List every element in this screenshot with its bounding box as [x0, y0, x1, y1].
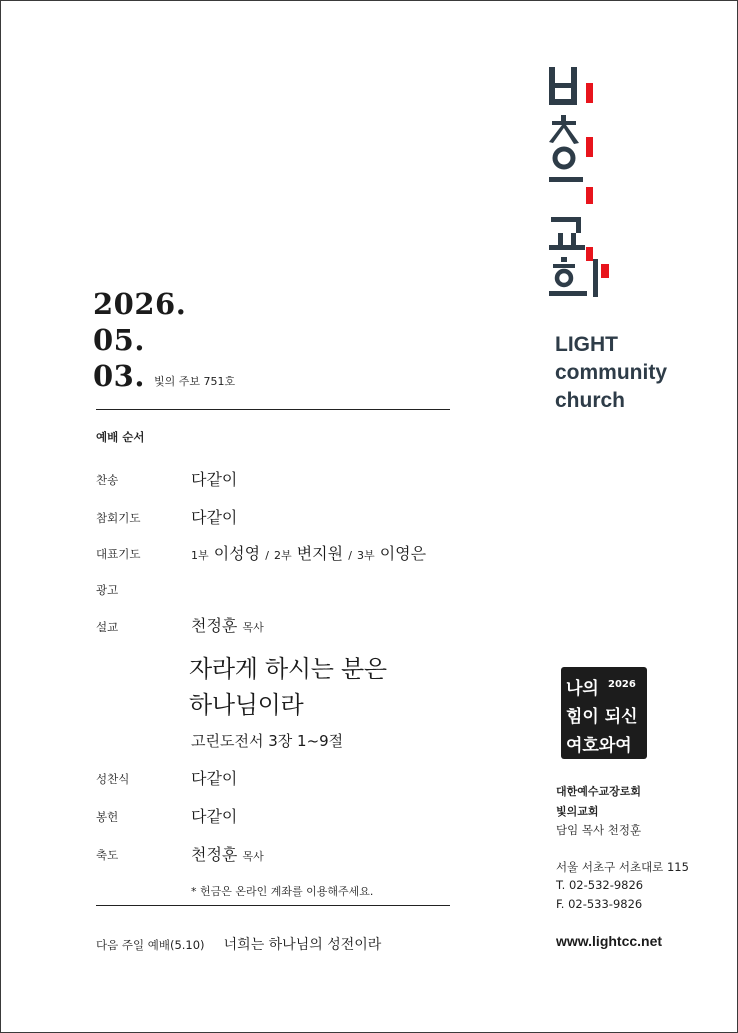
- badge-year: 2026: [608, 679, 636, 690]
- benediction-name: 천정훈: [191, 845, 238, 864]
- service-2-label: 2부: [274, 549, 292, 562]
- benediction-label: 축도: [96, 848, 119, 862]
- denomination: 대한예수교장로회: [556, 785, 642, 798]
- offering-label: 봉헌: [96, 810, 119, 824]
- scripture: 고린도전서 3장 1~9절: [191, 732, 344, 750]
- separator: /: [348, 549, 352, 562]
- service-3-label: 3부: [357, 549, 375, 562]
- rep-prayer-label: 대표기도: [96, 547, 141, 561]
- preacher-name: 천정훈: [191, 616, 238, 635]
- hymn-label: 찬송: [96, 473, 119, 487]
- sermon-label: 설교: [96, 620, 119, 634]
- website-link[interactable]: www.lightcc.net: [556, 933, 663, 949]
- fax: F. 02-533-9826: [556, 897, 643, 911]
- sermon-title-line2: 하나님이라: [189, 691, 304, 719]
- separator: /: [265, 549, 269, 562]
- announcement-label: 광고: [96, 583, 119, 597]
- badge-line3: 여호와여: [566, 736, 632, 756]
- badge-line2: 힘이 되신: [566, 707, 638, 727]
- communion-value: 다같이: [191, 769, 238, 788]
- benediction-title: 목사: [242, 850, 264, 863]
- service-1-label: 1부: [191, 549, 209, 562]
- bottom-divider: [96, 905, 450, 906]
- benediction-value: [191, 842, 264, 865]
- repentance-label: 참회기도: [96, 511, 141, 525]
- issue-number: 빛의 주보 751호: [154, 375, 236, 388]
- next-week-title: 너희는 하나님의 성전이라: [223, 937, 382, 953]
- next-week: [96, 934, 381, 954]
- telephone: T. 02-532-9826: [556, 878, 644, 892]
- badge-line1: 나의: [566, 679, 599, 699]
- light-church-logo-icon: [549, 59, 619, 299]
- preacher: [191, 613, 264, 636]
- date-year: 2026.: [93, 287, 187, 321]
- church-name: 빛의교회: [556, 805, 599, 818]
- year-theme-badge: [561, 667, 647, 759]
- english-name: [555, 331, 667, 415]
- next-week-label: 다음 주일 예배(5.10): [96, 938, 205, 952]
- english-name-line2: community: [555, 361, 668, 384]
- english-name-line1: LIGHT: [555, 333, 618, 356]
- service-3-name: 이영은: [379, 544, 427, 563]
- date-day: 03.: [93, 359, 145, 393]
- communion-label: 성찬식: [96, 772, 130, 786]
- date-month: 05.: [93, 323, 145, 357]
- service-2-name: 변지원: [296, 544, 344, 563]
- top-divider: [96, 409, 450, 410]
- preacher-title: 목사: [242, 621, 264, 634]
- offering-value: 다같이: [191, 807, 238, 826]
- hymn-value: 다같이: [191, 470, 238, 489]
- repentance-value: 다같이: [191, 508, 238, 527]
- order-title: 예배 순서: [96, 430, 145, 444]
- rep-prayer-value: [191, 541, 426, 564]
- sermon-title-line1: 자라게 하시는 분은: [189, 655, 387, 683]
- service-1-name: 이성영: [213, 544, 261, 563]
- english-name-line3: church: [555, 389, 626, 412]
- pastor: 담임 목사 천정훈: [556, 823, 642, 837]
- address: 서울 서초구 서초대로 115: [556, 860, 689, 874]
- offering-note: * 헌금은 온라인 계좌를 이용해주세요.: [191, 885, 374, 898]
